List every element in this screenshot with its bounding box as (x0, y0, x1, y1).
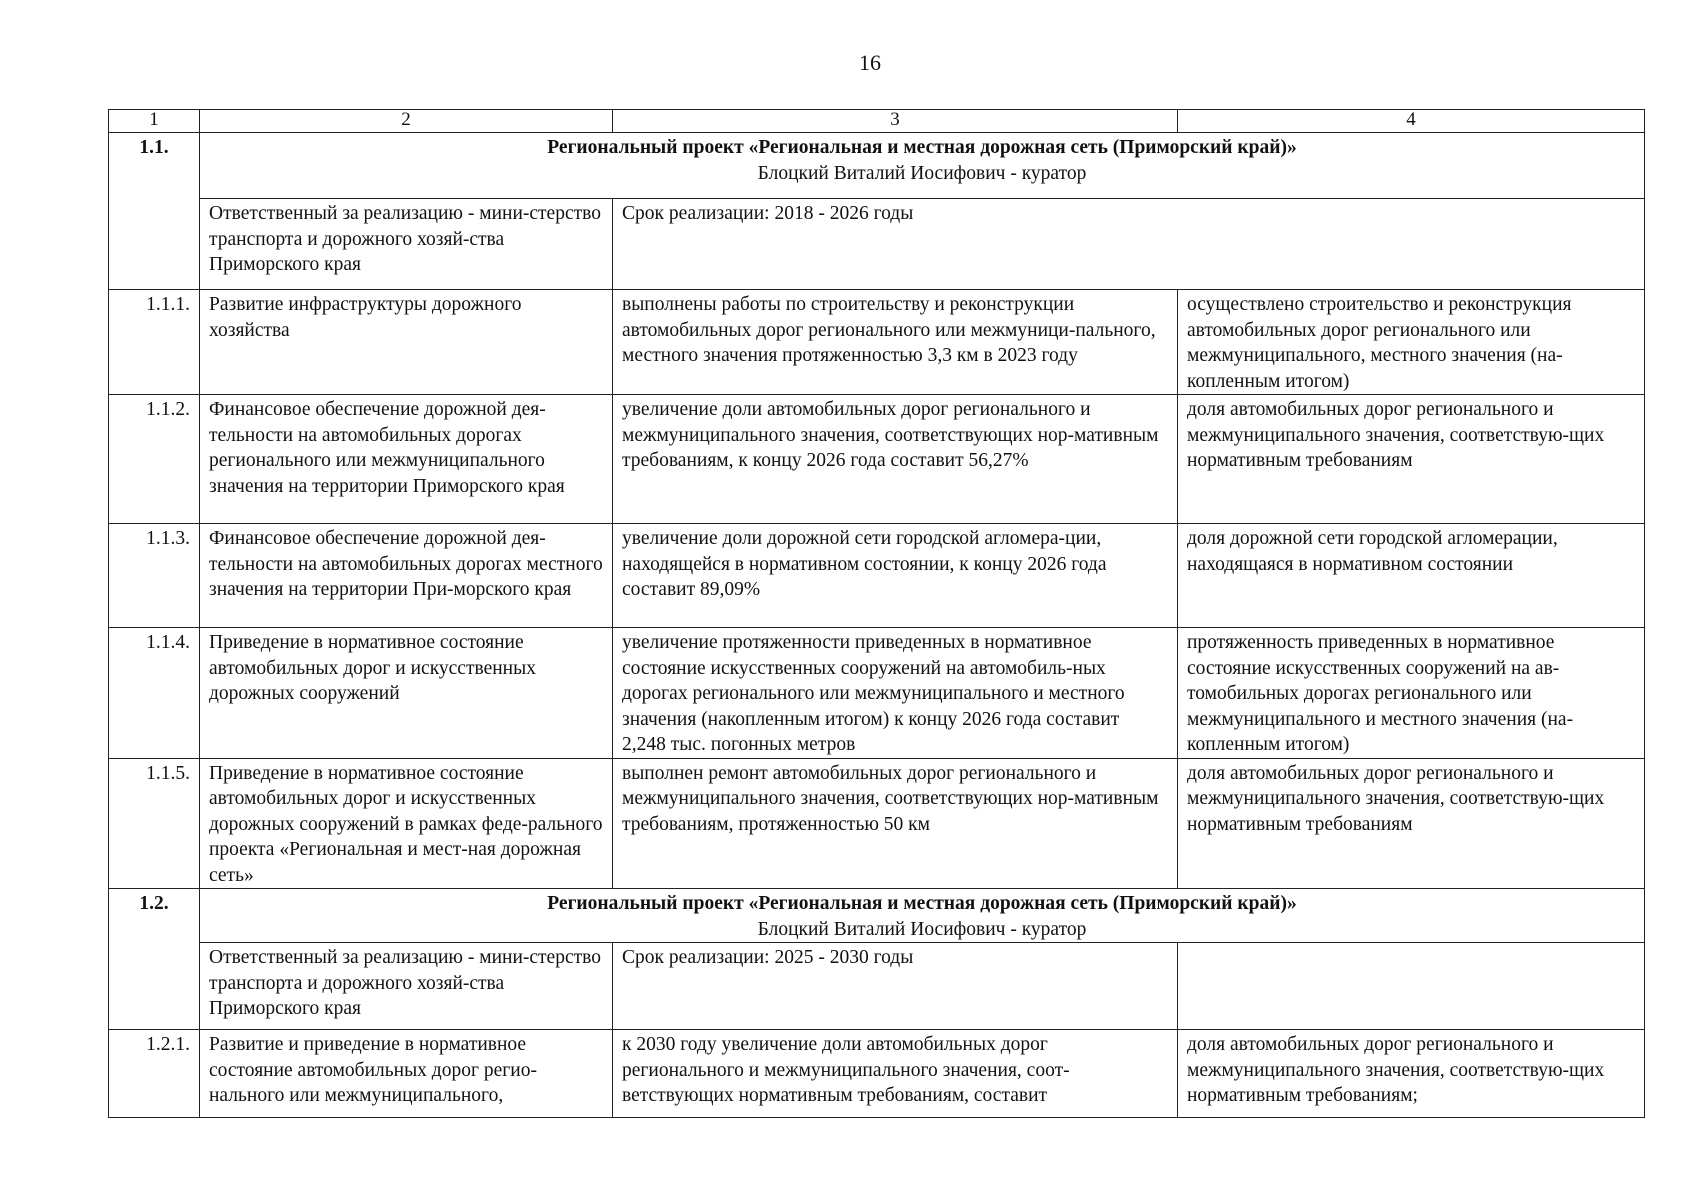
responsible-cell: Ответственный за реализацию - мини-стерство транспорта и дорожного хозяй-ства Приморского края (200, 943, 613, 1030)
indicator-cell: доля автомобильных дорог регионального и межмуниципального значения, соответствую-щих нормативным требованиям (1178, 395, 1645, 524)
result-cell: увеличение доли автомобильных дорог регионального и межмуниципального значения, соответствующих нор-мативным требованиям, к концу 2026 года составит 56,27% (613, 395, 1178, 524)
table-row (109, 290, 1645, 395)
task-cell: Приведение в нормативное состояние автомобильных дорог и искусственных дорожных сооружений (200, 628, 613, 759)
row-number: 1.1.1. (109, 290, 200, 395)
project-title: Региональный проект «Региональная и местная дорожная сеть (Приморский край)» (547, 137, 1297, 158)
program-table (108, 109, 1645, 1118)
column-number: 3 (613, 110, 1178, 133)
indicator-cell: доля автомобильных дорог регионального и межмуниципального значения, соответствую-щих нормативным требованиям; (1178, 1030, 1645, 1118)
result-cell: выполнены работы по строительству и реконструкции автомобильных дорог регионального или межмуници-пального, местного значения протяженностью 3,3 км в 2023 году (613, 290, 1178, 395)
project-title: Региональный проект «Региональная и местная дорожная сеть (Приморский край)» (547, 893, 1297, 914)
task-cell: Развитие и приведение в нормативное состояние автомобильных дорог регио-нального или межмуниципального, (200, 1030, 613, 1118)
task-cell: Развитие инфраструктуры дорожного хозяйства (200, 290, 613, 395)
term-extra-cell (1178, 943, 1645, 1030)
table-row (109, 1030, 1645, 1118)
table-row (109, 395, 1645, 524)
responsible-row (109, 943, 1645, 1030)
term-cell: Срок реализации: 2018 - 2026 годы (613, 199, 1645, 290)
row-number: 1.1.2. (109, 395, 200, 524)
project-curator: Блоцкий Виталий Иосифович - куратор (757, 162, 1087, 184)
responsible-cell: Ответственный за реализацию - мини-стерство транспорта и дорожного хозяй-ства Приморского края (200, 199, 613, 290)
column-number-row (109, 110, 1645, 133)
section-number: 1.1. (109, 133, 200, 290)
indicator-cell: осуществлено строительство и реконструкция автомобильных дорог регионального или межмуниципального, местного значения (на-копленным итогом) (1178, 290, 1645, 395)
row-number: 1.1.3. (109, 524, 200, 628)
indicator-cell: протяженность приведенных в нормативное состояние искусственных сооружений на ав-томобильных дорогах регионального или межмуниципального и местного значения (на-копленным итогом) (1178, 628, 1645, 759)
project-curator: Блоцкий Виталий Иосифович - куратор (757, 918, 1087, 940)
column-number: 4 (1178, 110, 1645, 133)
responsible-row (109, 199, 1645, 290)
section-number: 1.2. (109, 889, 200, 1030)
result-cell: увеличение доли дорожной сети городской агломера-ции, находящейся в нормативном состоянии, к концу 2026 года составит 89,09% (613, 524, 1178, 628)
row-number: 1.1.4. (109, 628, 200, 759)
indicator-cell: доля дорожной сети городской агломерации, находящаяся в нормативном состоянии (1178, 524, 1645, 628)
result-cell: увеличение протяженности приведенных в нормативное состояние искусственных сооружений на автомобиль-ных дорогах регионального или межмуниципального и местного значения (накопленным итогом) к концу 2026 года составит 2,248 тыс. погонных метров (613, 628, 1178, 759)
result-cell: выполнен ремонт автомобильных дорог регионального и межмуниципального значения, соответствующих нор-мативным требованиям, протяженностью 50 км (613, 758, 1178, 889)
task-cell: Приведение в нормативное состояние автомобильных дорог и искусственных дорожных сооружений в рамках феде-рального проекта «Региональная и мест-ная дорожная сеть» (200, 758, 613, 889)
column-number: 2 (200, 110, 613, 133)
row-number: 1.2.1. (109, 1030, 200, 1118)
term-cell: Срок реализации: 2025 - 2030 годы (613, 943, 1178, 1030)
row-number: 1.1.5. (109, 758, 200, 889)
table-row (109, 628, 1645, 759)
column-number: 1 (109, 110, 200, 133)
result-cell: к 2030 году увеличение доли автомобильных дорог регионального и межмуниципального значения, соот-ветствующих нормативным требованиям, составит (613, 1030, 1178, 1118)
section-header (200, 133, 1645, 199)
task-cell: Финансовое обеспечение дорожной дея-тельности на автомобильных дорогах регионального или межмуниципального значения на территории Приморского края (200, 395, 613, 524)
section-header (200, 889, 1645, 943)
page-number: 16 (859, 50, 881, 75)
indicator-cell: доля автомобильных дорог регионального и межмуниципального значения, соответствую-щих нормативным требованиям (1178, 758, 1645, 889)
table-row (109, 524, 1645, 628)
section-header-row (109, 133, 1645, 199)
section-header-row (109, 889, 1645, 943)
task-cell: Финансовое обеспечение дорожной дея-тельности на автомобильных дорогах местного значения на территории При-морского края (200, 524, 613, 628)
table-row (109, 758, 1645, 889)
